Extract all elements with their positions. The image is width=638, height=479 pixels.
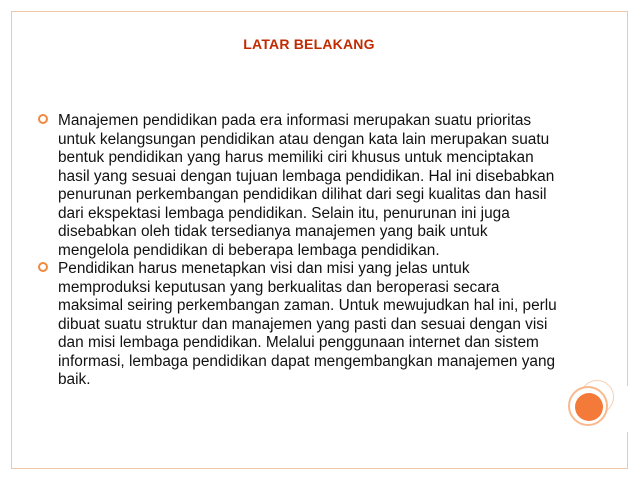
bullet-item [40,112,560,260]
ring-bullet-icon [38,262,48,272]
ring-bullet-icon [38,114,48,124]
slide-frame-left-border [11,11,12,469]
bullet-text: Pendidikan harus menetapkan visi dan misi yang jelas untuk memproduksi keputusan yang berkualitas dan beroperasi secara maksimal seiring perkembangan zaman. Untuk mewujudkan hal ini, perlu dibuat suatu struktur dan manajemen yang pasti dan sesuai dengan visi dan misi lembaga pendidikan. Melalui penggunaan internet dan sistem informasi, lembaga pendidikan dapat mengembangkan manajemen yang baik. [58,260,557,388]
slide-frame-bottom-border [11,468,628,469]
slide-frame-right-border [627,11,628,386]
bullet-list [40,112,560,390]
bullet-text: Manajemen pendidikan pada era informasi merupakan suatu prioritas untuk kelangsungan pendidikan atau dengan kata lain merupakan suatu bentuk pendidikan yang harus memiliki ciri khusus untuk menciptakan hasil yang sesuai dengan tujuan lembaga pendidikan. Hal ini disebabkan penurunan perkembangan pendidikan dilihat dari segi kualitas dan hasil dari ekspektasi lembaga pendidikan. Selain itu, penurunan ini juga disebabkan oleh tidak tersedianya manajemen yang baik untuk mengelola pendidikan di beberapa lembaga pendidikan. [58,112,555,259]
decorative-orange-dot-icon [575,393,603,421]
bullet-item [40,260,560,390]
slide-title: LATAR BELAKANG [243,36,375,52]
slide-frame-right-border-lower [627,432,628,469]
slide-frame-top-border [11,11,627,12]
